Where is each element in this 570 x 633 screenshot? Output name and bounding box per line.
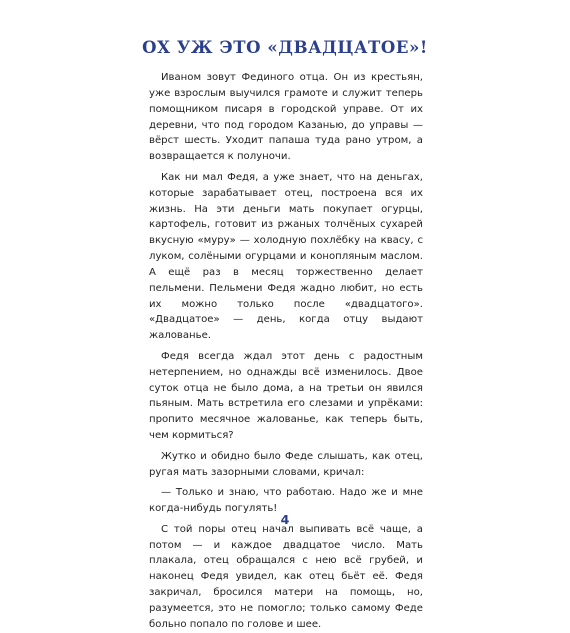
body-text (149, 70, 423, 633)
chapter-title: ОХ УЖ ЭТО «ДВАДЦАТОЕ»! (142, 38, 428, 57)
paragraph: Иваном зовут Фединого отца. Он из крестьян, уже взрослым выучился грамоте и служит теперь помощником писаря в городской управе. От их деревни, что под городом Казанью, до управы — вёрст шесть. Уходит папаша туда рано утром, а возвращается к полуночи. (149, 72, 423, 163)
paragraph: — Только и знаю, что работаю. Надо же и мне когда-нибудь погулять! (149, 487, 423, 515)
paragraph: Жутко и обидно было Феде слышать, как отец, ругая мать зазорными словами, кричал: (149, 450, 423, 478)
paragraph: Как ни мал Федя, а уже знает, что на деньгах, которые зарабатывает отец, построена вся их жизнь. На эти деньги мать покупает огурцы, картофель, готовит из ржаных толчёных сухарей вкусную «муру» — холодную похлёбку на квасу, с луком, солёными огурцами и конопляным маслом. А ещё раз в месяц торжественно делает пельмени. Пельмени Федя жадно любит, но есть их можно только после «двадцатого». «Двадцатое» — день, когда отцу выдают жалованье. (149, 171, 423, 342)
page-number: 4 (280, 512, 290, 527)
paragraph: Федя всегда ждал этот день с радостным нетерпением, но однажды всё изменилось. Двое суток отца не было дома, а на третьи он явился пьяным. Мать встретила его слезами и упрёками: пропито месячное жалованье, как теперь быть, чем кормиться? (149, 350, 423, 442)
paragraph: С той поры отец начал выпивать всё чаще, а потом — и каждое двадцатое число. Мать плакала, отец обращался с нею всё грубей, и наконец Федя увидел, как отец бьёт её. Федя закричал, бросился матери на помощь, но, разумеется, это не помогло; только самому Феде больно попало по голове и шее. (149, 523, 423, 630)
